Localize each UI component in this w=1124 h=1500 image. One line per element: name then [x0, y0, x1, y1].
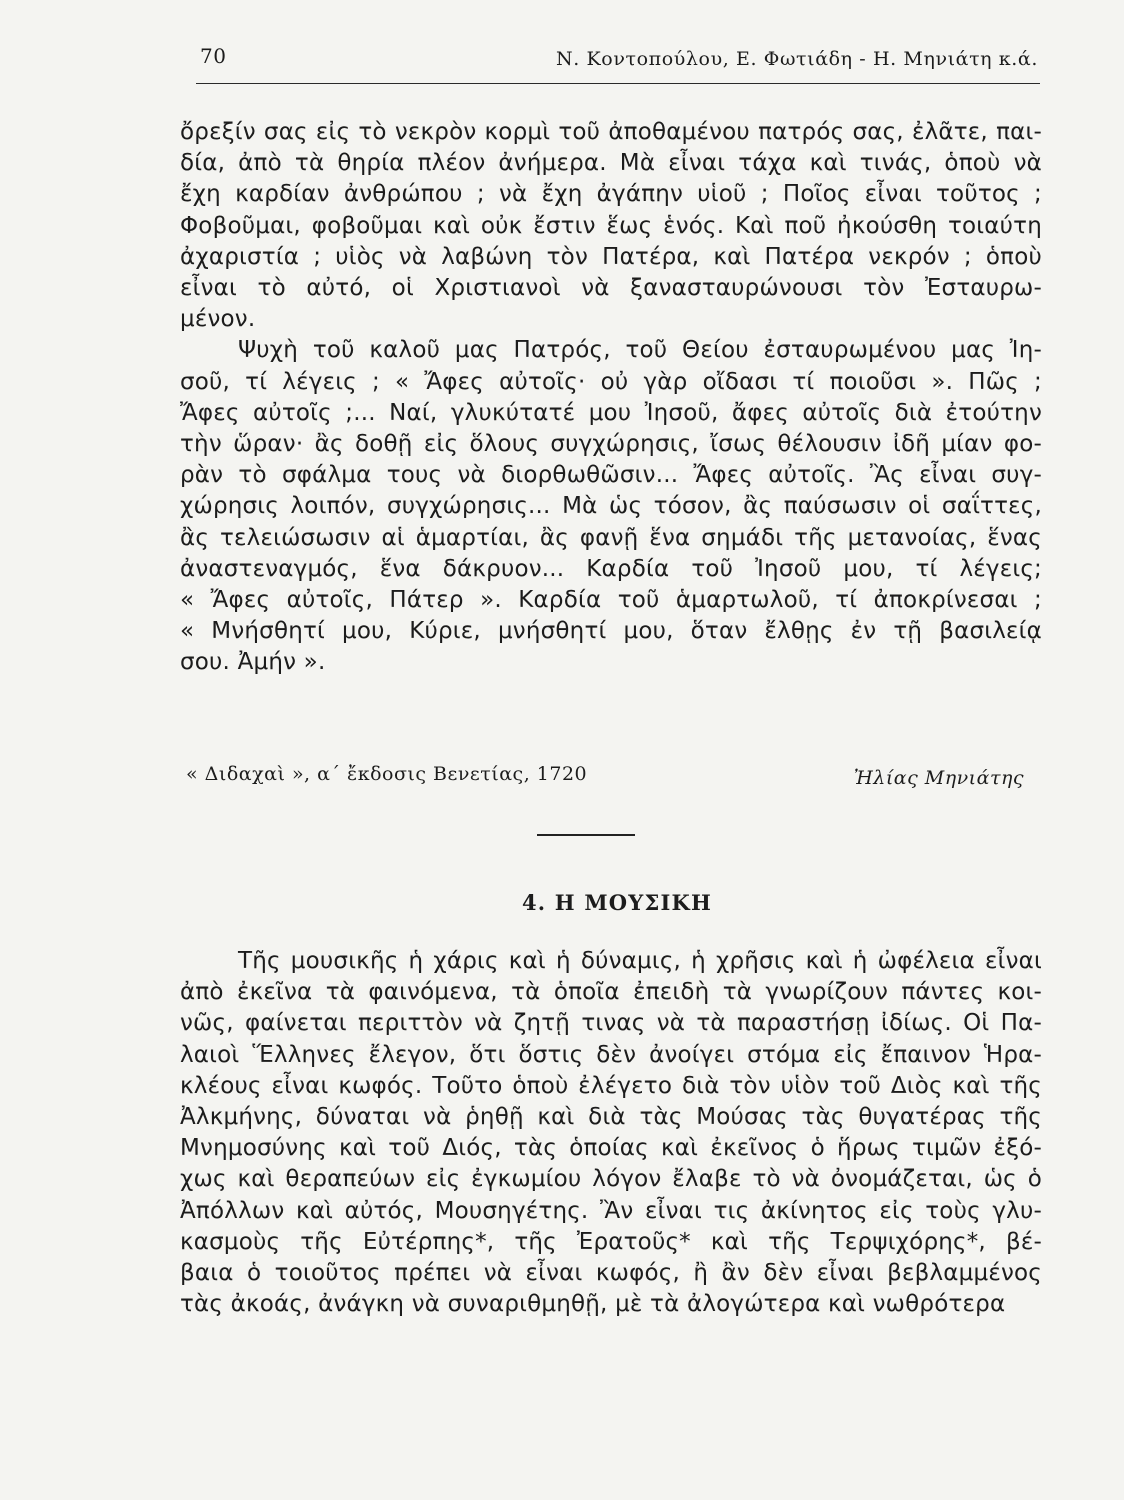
text-line: κασμοὺς τῆς Εὐτέρπης*, τῆς Ἐρατοῦς* καὶ τῆς Τερψιχόρης*, βέ- — [180, 1228, 1042, 1255]
text-line: Ἀπόλλων καὶ αὐτός, Μουσηγέτης. Ἂν εἶναι τις ἀκίνητος εἰς τοὺς γλυ- — [180, 1197, 1042, 1224]
text-line: σου. Ἀμήν ». — [180, 649, 326, 676]
text-line: ἀχαριστία ; υἱὸς νὰ λαβώνη τὸν Πατέρα, καὶ Πατέρα νεκρόν ; ὁποὺ — [180, 243, 1042, 270]
text-line: λαιοὶ Ἕλληνες ἔλεγον, ὅτι ὅστις δὲν ἀνοίγει στόμα εἰς ἔπαινον Ἡρα- — [180, 1041, 1042, 1068]
text-line: τὰς ἀκοάς, ἀνάγκη νὰ συναριθμηθῇ, μὲ τὰ ἀλογώτερα καὶ νωθρότερα — [180, 1291, 1006, 1318]
text-line: Ψυχὴ τοῦ καλοῦ μας Πατρός, τοῦ Θείου ἐσταυρωμένου μας Ἰη- — [238, 337, 1042, 364]
passage-text — [180, 117, 1042, 679]
section-text — [180, 946, 1042, 1320]
text-line: Ἀλκμήνης, δύναται νὰ ῥηθῇ καὶ διὰ τὰς Μούσας τὰς θυγατέρας τῆς — [180, 1104, 1042, 1131]
text-line: τὴν ὥραν· ἂς δοθῇ εἰς ὅλους συγχώρησις, ἴσως θέλουσιν ἰδῆ μίαν φο- — [180, 431, 1042, 458]
section-title: 4. Η ΜΟΥΣΙΚΗ — [521, 890, 713, 915]
section-divider — [537, 834, 635, 836]
text-line: ἀναστεναγμός, ἕνα δάκρυον... Καρδία τοῦ Ἰησοῦ μου, τί λέγεις; — [180, 555, 1042, 582]
text-line: κλέους εἶναι κωφός. Τοῦτο ὁποὺ ἐλέγετο διὰ τὸν υἱὸν τοῦ Διὸς καὶ τῆς — [180, 1072, 1042, 1099]
text-line: μένον. — [180, 306, 256, 333]
text-line: Μνημοσύνης καὶ τοῦ Διός, τὰς ὁποίας καὶ ἐκεῖνος ὁ ἥρως τιμῶν ἐξό- — [180, 1135, 1042, 1162]
text-line: ρὰν τὸ σφάλμα τους νὰ διορθωθῶσιν... Ἄφες αὐτοῖς. Ἂς εἶναι συγ- — [180, 462, 1042, 489]
text-line: ἂς τελειώσωσιν αἱ ἁμαρτίαι, ἂς φανῇ ἕνα σημάδι τῆς μετανοίας, ἕνας — [180, 524, 1042, 551]
text-line: δία, ἀπὸ τὰ θηρία πλέον ἀνήμερα. Μὰ εἶναι τάχα καὶ τινάς, ὁποὺ νὰ — [180, 150, 1042, 177]
text-line: Φοβοῦμαι, φοβοῦμαι καὶ οὐκ ἔστιν ἕως ἑνός. Καὶ ποῦ ἠκούσθη τοιαύτη — [180, 212, 1042, 239]
header-rule — [196, 83, 1040, 84]
running-header: Ν. Κοντοπούλου, Ε. Φωτιάδη - Η. Μηνιάτη κ.ά. — [556, 48, 1038, 70]
citation-source: « Διδαχαὶ », α΄ ἔκδοσις Βενετίας, 1720 — [186, 763, 588, 785]
text-line: εἶναι τὸ αὐτό, οἱ Χριστιανοὶ νὰ ξανασταυρώνουσι τὸν Ἐσταυρω- — [180, 275, 1042, 302]
text-line: νῶς, φαίνεται περιττὸν νὰ ζητῇ τινας νὰ τὰ παραστήσῃ ἰδίως. Οἱ Πα- — [180, 1010, 1042, 1037]
text-line: Τῆς μουσικῆς ἡ χάρις καὶ ἡ δύναμις, ἡ χρῆσις καὶ ἡ ὠφέλεια εἶναι — [238, 948, 1042, 974]
page-number: 70 — [200, 44, 227, 68]
text-line: ἔχη καρδίαν ἀνθρώπου ; νὰ ἔχη ἀγάπην υἱοῦ ; Ποῖος εἶναι τοῦτος ; — [180, 181, 1042, 208]
text-line: Ἄφες αὐτοῖς ;... Ναί, γλυκύτατέ μου Ἰησοῦ, ἄφες αὐτοῖς διὰ ἐτούτην — [180, 399, 1042, 426]
text-line: ἀπὸ ἐκεῖνα τὰ φαινόμενα, τὰ ὁποῖα ἐπειδὴ τὰ γνωρίζουν πάντες κοι- — [180, 979, 1042, 1006]
text-line: βαια ὁ τοιοῦτος πρέπει νὰ εἶναι κωφός, ἢ ἂν δὲν εἶναι βεβλαμμένος — [180, 1260, 1042, 1287]
text-line: ὄρεξίν σας εἰς τὸ νεκρὸν κορμὶ τοῦ ἀποθαμένου πατρός σας, ἐλᾶτε, παι- — [180, 119, 1042, 145]
text-line: χώρησις λοιπόν, συγχώρησις... Μὰ ὡς τόσον, ἂς παύσωσιν οἱ σαΐττες, — [180, 493, 1042, 520]
text-line: σοῦ, τί λέγεις ; « Ἄφες αὐτοῖς· οὐ γὰρ οἴδασι τί ποιοῦσι ». Πῶς ; — [180, 368, 1042, 395]
text-line: « Μνήσθητί μου, Κύριε, μνήσθητί μου, ὅταν ἔλθῃς ἐν τῇ βασιλείᾳ — [180, 618, 1042, 645]
citation-author: Ἠλίας Μηνιάτης — [853, 767, 1024, 789]
text-line: « Ἄφες αὐτοῖς, Πάτερ ». Καρδία τοῦ ἁμαρτωλοῦ, τί ἀποκρίνεσαι ; — [180, 587, 1042, 614]
text-line: χως καὶ θεραπεύων εἰς ἐγκωμίου λόγον ἔλαβε τὸ νὰ ὀνομάζεται, ὡς ὁ — [180, 1166, 1042, 1193]
